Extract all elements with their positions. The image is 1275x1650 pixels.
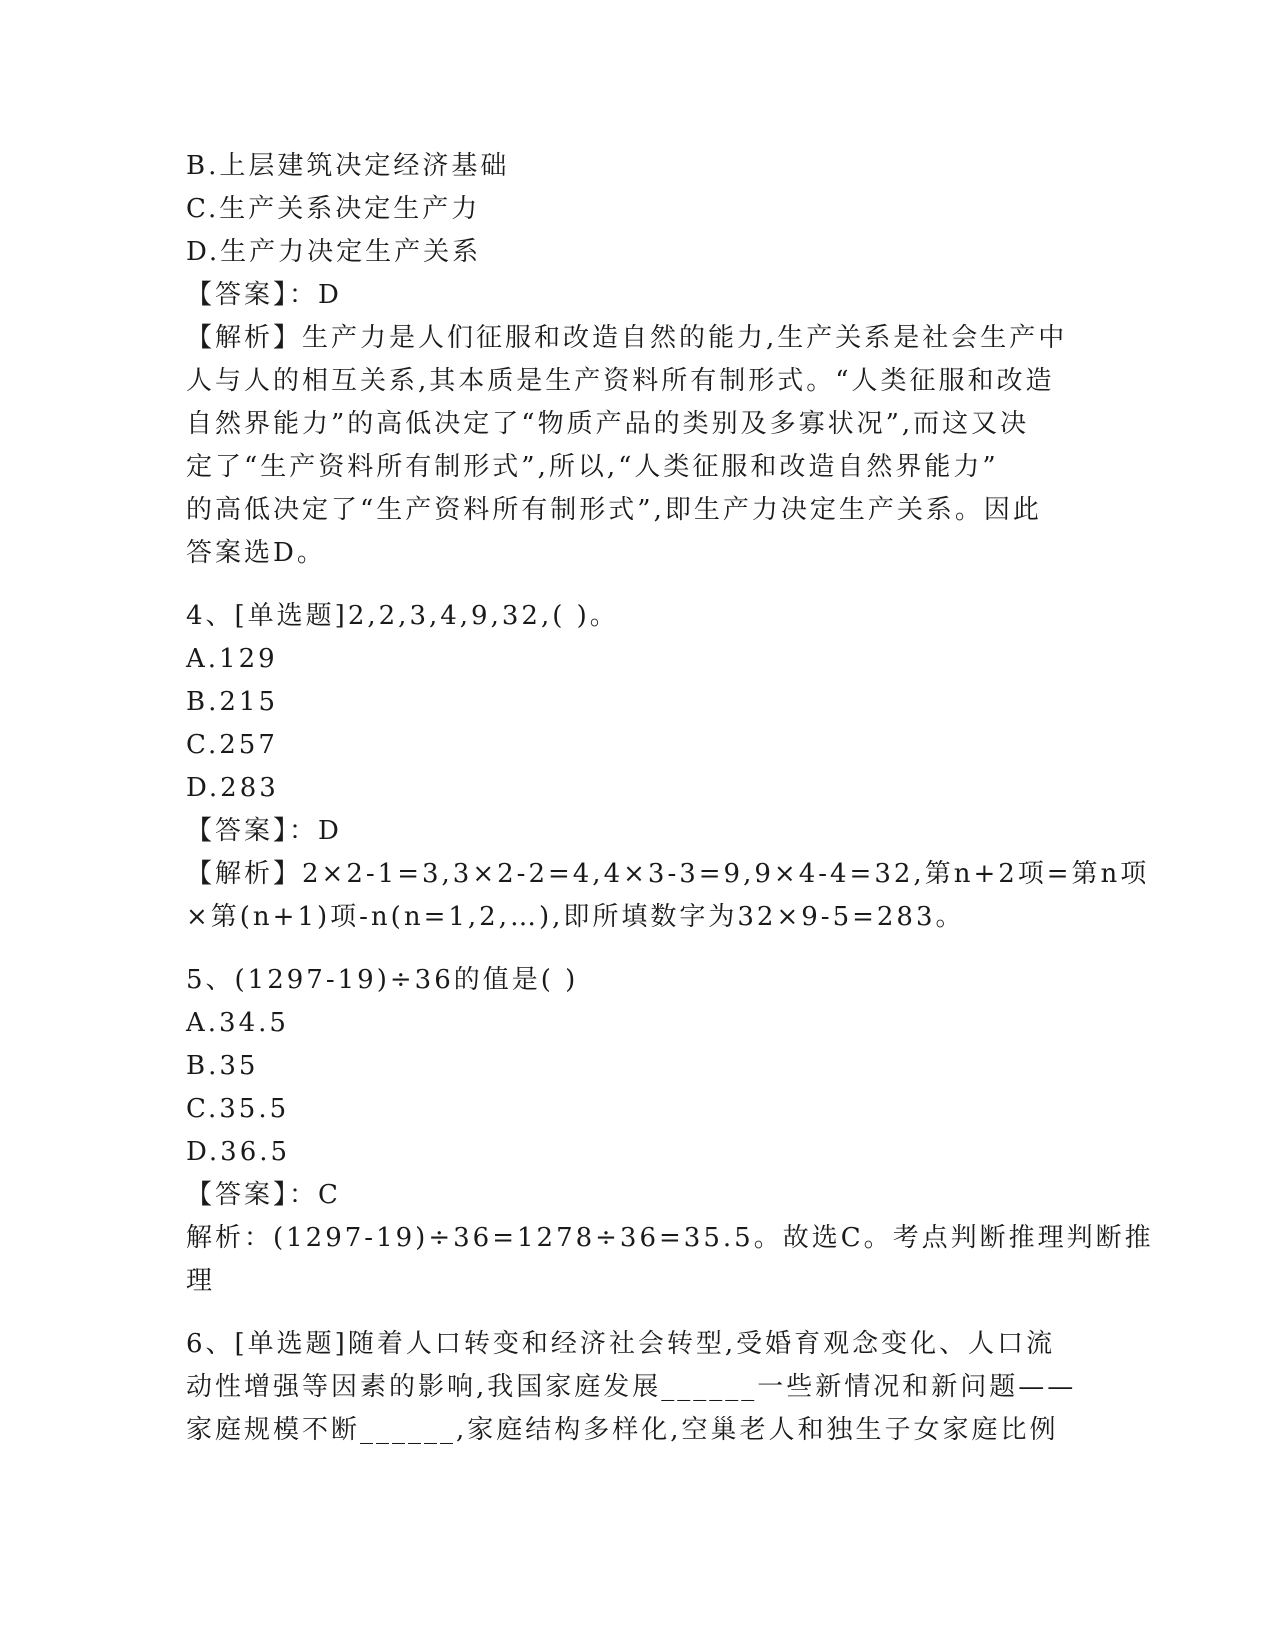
option-b: B.35 [186, 1051, 259, 1081]
answer: 【答案】：D [186, 280, 342, 310]
option-c: C.257 [186, 730, 278, 760]
option-d: D.36.5 [186, 1137, 291, 1167]
analysis-line: 定了“生产资料所有制形式”,所以,“人类征服和改造自然界能力” [186, 452, 999, 482]
question-4 [186, 595, 1150, 939]
paragraph-gap [186, 939, 1086, 959]
option-a: A.129 [186, 644, 278, 674]
analysis-line: 【解析】2×2-1=3,3×2-2=4,4×3-3=9,9×4-4=32,第n+2项=第n项 [186, 859, 1150, 889]
analysis-line: 【解析】生产力是人们征服和改造自然的能力,生产关系是社会生产中 [186, 323, 1068, 353]
analysis-line: 人与人的相互关系,其本质是生产资料所有制形式。“人类征服和改造 [186, 366, 1055, 396]
question-stem-line: 6、[单选题]随着人口转变和经济社会转型,受婚育观念变化、人口流 [186, 1329, 1056, 1359]
option-c: C.35.5 [186, 1094, 290, 1124]
option-d: D.283 [186, 773, 279, 803]
question-3-tail [186, 145, 1086, 575]
document-page [186, 145, 1154, 1452]
analysis-line: 自然界能力”的高低决定了“物质产品的类别及多寡状况”,而这又决 [186, 409, 1030, 439]
analysis-line: 理 [186, 1266, 216, 1296]
question-5 [186, 959, 1154, 1303]
analysis-line: 的高低决定了“生产资料所有制形式”,即生产力决定生产关系。因此 [186, 495, 1042, 525]
answer: 【答案】：C [186, 1180, 341, 1210]
option-b: B.上层建筑决定经济基础 [186, 151, 510, 181]
analysis-line: ×第(n+1)项-n(n=1,2,…),即所填数字为32×9-5=283。 [186, 902, 965, 932]
option-d: D.生产力决定生产关系 [186, 237, 482, 267]
paragraph-gap [186, 575, 1086, 595]
question-stem: 4、[单选题]2,2,3,4,9,32,( )。 [186, 601, 619, 631]
question-stem-line: 动性增强等因素的影响,我国家庭发展______一些新情况和新问题—— [186, 1372, 1077, 1402]
answer: 【答案】：D [186, 816, 342, 846]
analysis-line: 答案选D。 [186, 538, 326, 568]
option-b: B.215 [186, 687, 278, 717]
question-6 [186, 1323, 1086, 1452]
analysis-line: 解析：(1297-19)÷36=1278÷36=35.5。故选C。考点判断推理判断推 [186, 1223, 1154, 1253]
paragraph-gap [186, 1303, 1086, 1323]
question-stem: 5、(1297-19)÷36的值是( ) [186, 965, 579, 995]
question-stem-line: 家庭规模不断______,家庭结构多样化,空巢老人和独生子女家庭比例 [186, 1415, 1059, 1445]
option-c: C.生产关系决定生产力 [186, 194, 481, 224]
option-a: A.34.5 [186, 1008, 289, 1038]
